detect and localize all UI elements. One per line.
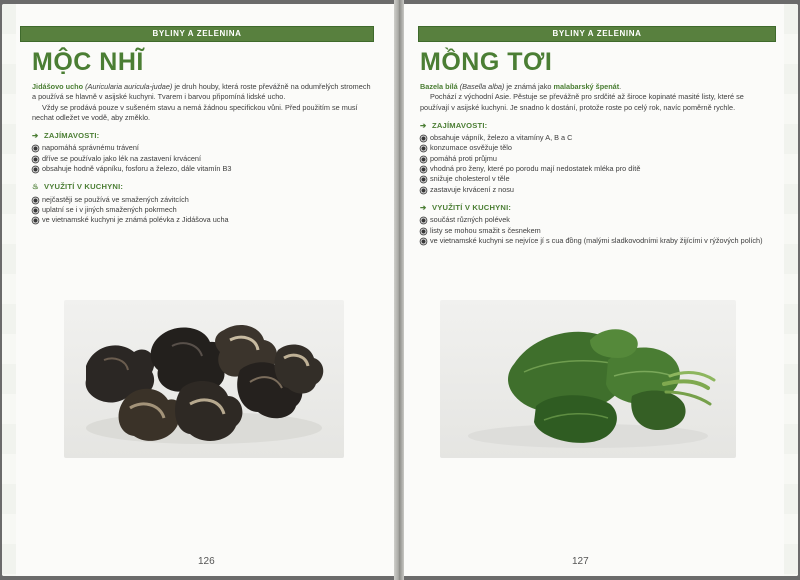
arrow-right-icon: ➔ [32, 131, 39, 141]
intro-paragraph-2: Vždy se prodává pouze v sušeném stavu a nemá žádnou specifickou vůni. Před použitím se musí nechat odležet ve vodě, aby změklo. [32, 102, 358, 122]
page-title: MỘC NHĨ [32, 48, 144, 76]
usage-heading-label: VYUŽITÍ V KUCHYNI: [432, 202, 512, 212]
list-item [420, 143, 772, 153]
arrow-right-icon: ➔ [420, 120, 427, 130]
list-item-text: listy se mohou smažit s česnekem [430, 225, 541, 235]
facts-heading [420, 121, 772, 131]
list-item [420, 174, 772, 184]
list-item [420, 236, 772, 246]
arrow-right-icon: ➔ [420, 202, 427, 212]
list-item-text: pomáhá proti průjmu [430, 153, 497, 163]
cooking-pot-icon: ♨ [32, 182, 40, 192]
bullet-dot-icon [421, 156, 427, 162]
list-item [420, 226, 772, 236]
list-item [32, 195, 372, 205]
list-item [420, 133, 772, 143]
page-border-decoration [2, 4, 16, 576]
list-item-text: konzumace osvěžuje tělo [430, 143, 512, 153]
left-page [2, 4, 394, 576]
list-item-text: napomáhá správnému trávení [42, 143, 139, 153]
bullet-dot-icon [33, 207, 39, 213]
section-header: BYLINY A ZELENINA [418, 26, 776, 42]
bullet-dot-icon [421, 218, 427, 224]
malabar-spinach-photo [440, 300, 736, 458]
list-item-text: zastavuje krvácení z nosu [430, 184, 514, 194]
bullet-dot-icon [33, 156, 39, 162]
intro-end: . [619, 82, 622, 91]
bullet-dot-icon [421, 228, 427, 234]
usage-heading [420, 203, 772, 213]
usage-list [420, 215, 772, 246]
intro-name: Jidášovo ucho [32, 82, 84, 91]
list-item-text: nejčastěji se používá ve smažených závitcích [42, 194, 189, 204]
list-item-text: snižuje cholesterol v těle [430, 174, 510, 184]
bullet-dot-icon [33, 146, 39, 152]
list-item-text: uplatní se i v jiných smažených pokrmech [42, 204, 177, 214]
list-item-text: obsahuje hodně vápníku, fosforu a železo, dále vitamín B3 [42, 164, 232, 174]
intro-text [420, 82, 772, 246]
list-item [32, 205, 372, 215]
facts-heading [32, 131, 372, 141]
list-item-text: obsahuje vápník, železo a vitamíny A, B a C [430, 133, 573, 143]
list-item [420, 185, 772, 195]
list-item [32, 143, 372, 153]
intro-name: Bazela bílá [420, 82, 458, 91]
intro-mid: je známá jako [504, 82, 554, 91]
facts-heading-label: ZAJÍMAVOSTI: [432, 120, 488, 130]
usage-list [32, 195, 372, 226]
bullet-dot-icon [421, 167, 427, 173]
bullet-dot-icon [421, 177, 427, 183]
list-item [420, 154, 772, 164]
list-item-text: vhodná pro ženy, které po porodu mají nedostatek mléka pro dítě [430, 164, 641, 174]
bullet-dot-icon [33, 167, 39, 173]
book-gutter [394, 0, 404, 580]
page-title: MỒNG TƠI [420, 48, 553, 76]
right-page [404, 4, 798, 576]
bullet-dot-icon [421, 136, 427, 142]
usage-heading-label: VYUŽITÍ V KUCHYNI: [44, 182, 124, 192]
usage-heading [32, 182, 372, 192]
bullet-dot-icon [421, 187, 427, 193]
bullet-dot-icon [421, 238, 427, 244]
page-border-decoration [784, 4, 798, 576]
list-item-text: ve vietnamské kuchyni je známá polévka z Jidášova ucha [42, 215, 229, 225]
wood-ear-mushroom-photo [64, 300, 344, 458]
intro-rest: je druh houby, která roste převážně na odumřelých stromech a používá se hlavně v asijské kuchyni. Tvarem i barvou připomíná lidské ucho. [32, 82, 371, 102]
intro-bold: malabarský špenát [553, 82, 620, 91]
bullet-dot-icon [33, 197, 39, 203]
section-header: BYLINY A ZELENINA [20, 26, 374, 42]
list-item-text: součást různých polévek [430, 215, 510, 225]
facts-list [32, 143, 372, 174]
intro-text [32, 82, 372, 226]
bullet-dot-icon [421, 146, 427, 152]
list-item-text: ve vietnamské kuchyni se nejvíce jí s cua đồng (malými sladkovodními kraby žijícími v rýžových polích) [430, 235, 763, 245]
list-item-text: dříve se používalo jako lék na zastavení krvácení [42, 153, 201, 163]
page-number: 126 [198, 556, 215, 567]
list-item [420, 164, 772, 174]
bullet-dot-icon [33, 218, 39, 224]
intro-latin: (Basella alba) [459, 82, 505, 91]
intro-paragraph-2: Pochází z východní Asie. Pěstuje se převážně pro srdčité až široce kopinaté masité listy, které se používají v asijské kuchyni. Je snadno k dostání, protože roste po celý rok, navíc poměrně rychle. [420, 92, 744, 112]
facts-heading-label: ZAJÍMAVOSTI: [44, 131, 100, 141]
page-number: 127 [572, 556, 589, 567]
intro-latin: (Auricularia auricula-judae) [85, 82, 173, 91]
list-item [420, 215, 772, 225]
list-item [32, 164, 372, 174]
list-item [32, 215, 372, 225]
facts-list [420, 133, 772, 195]
list-item [32, 154, 372, 164]
